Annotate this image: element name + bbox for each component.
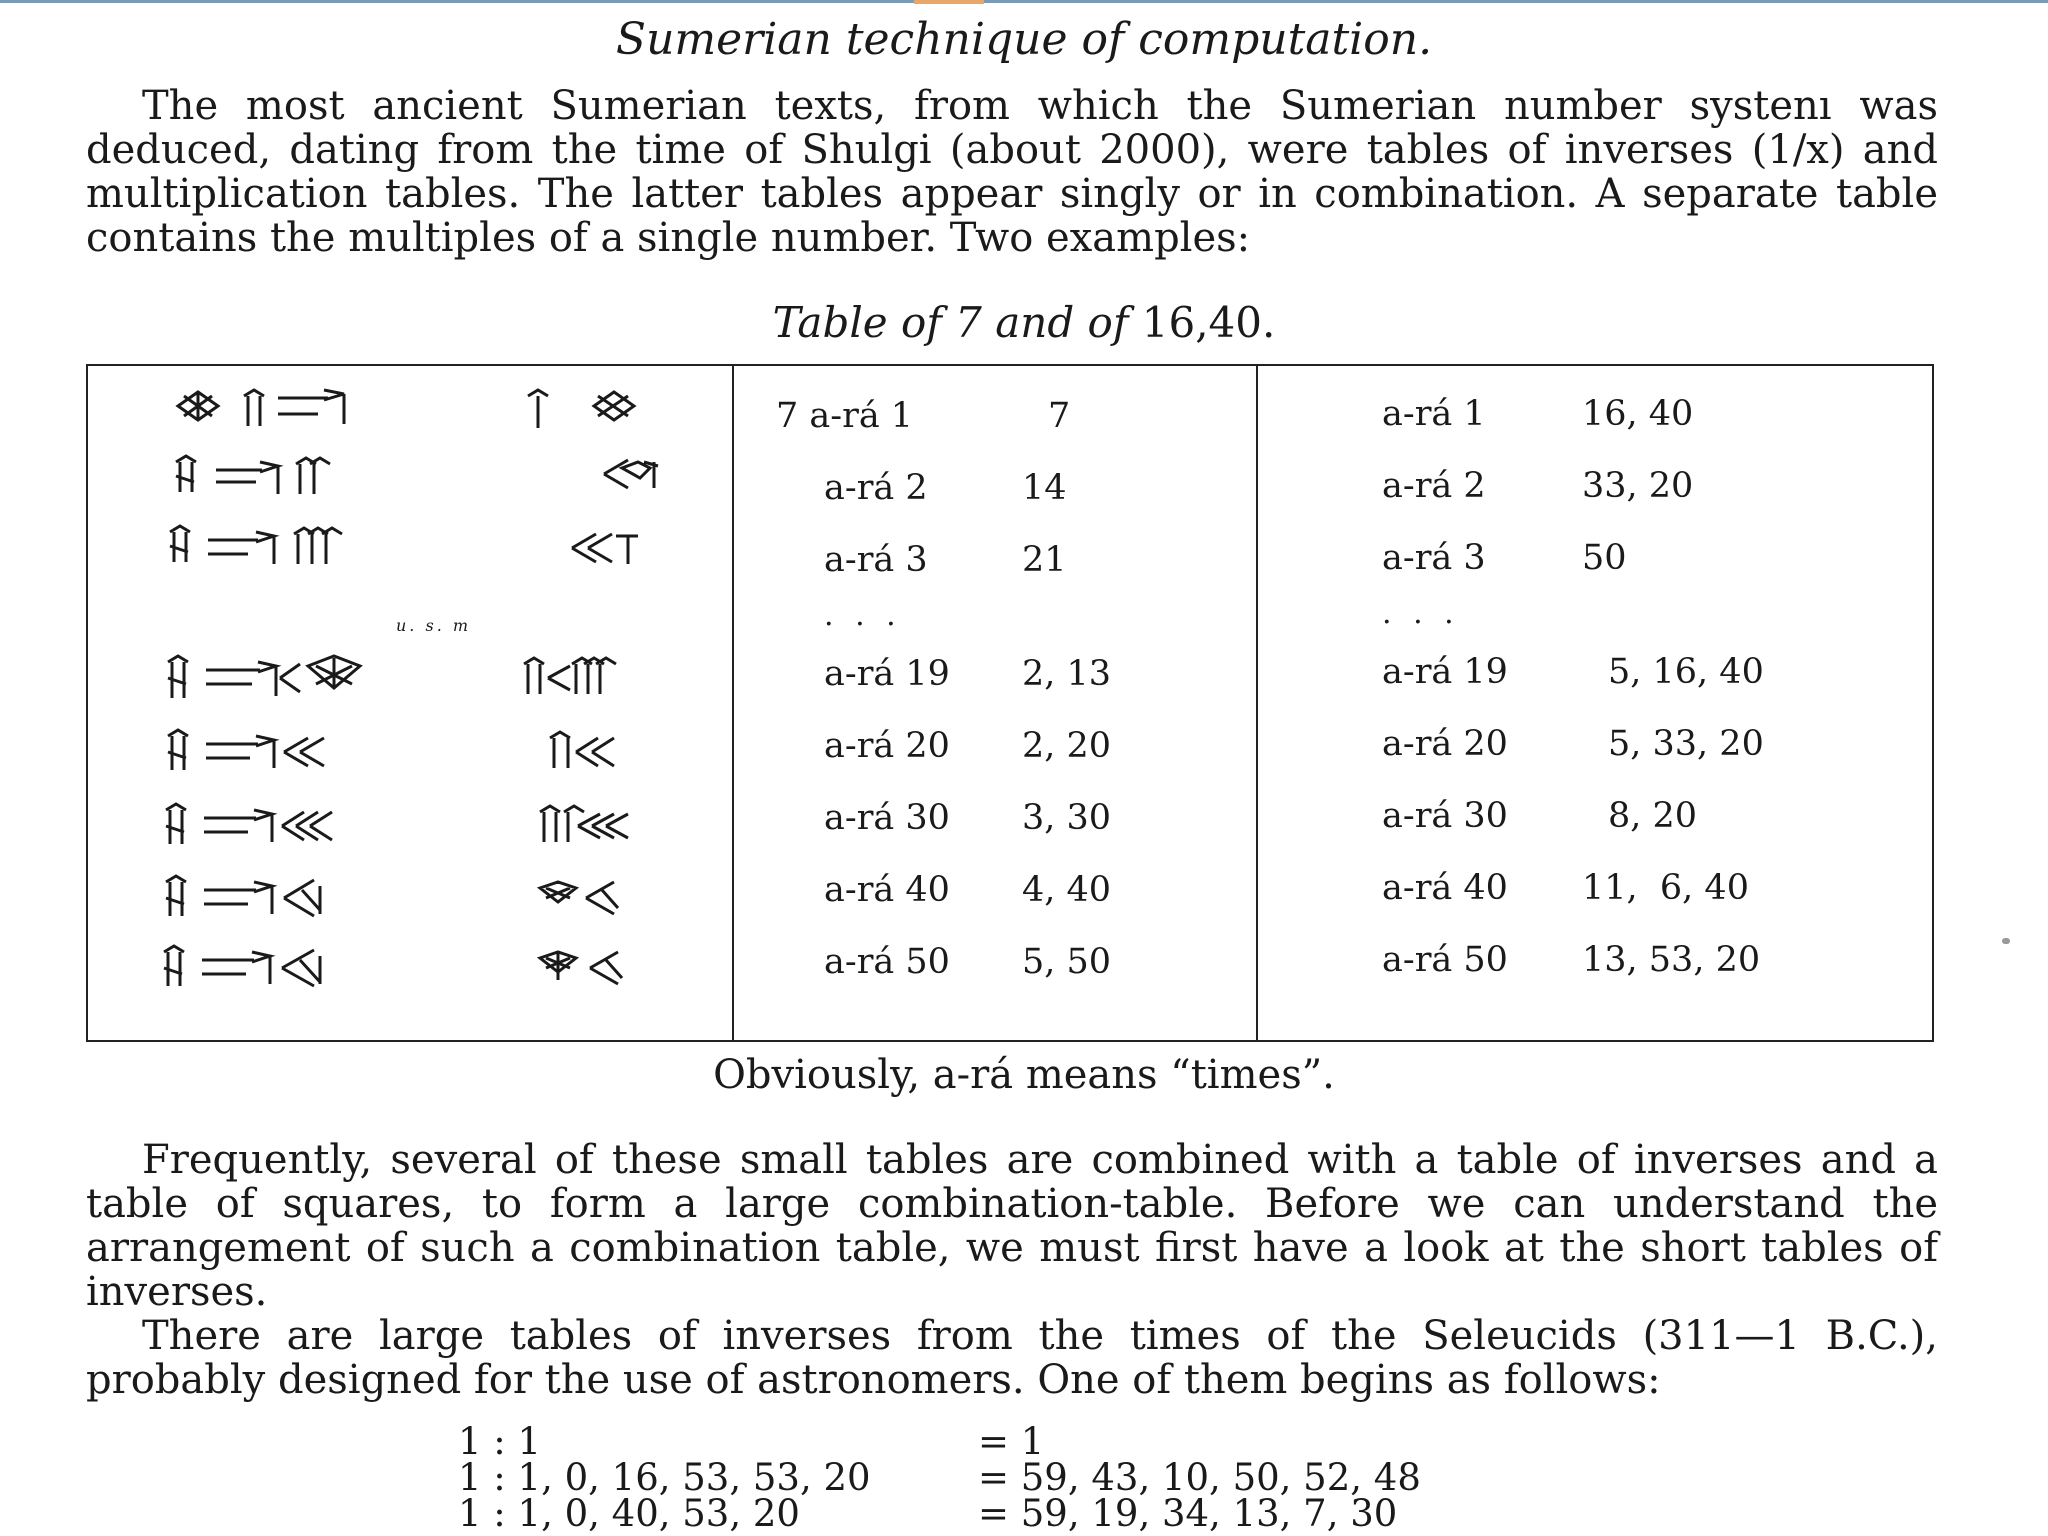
- seven-row-value: 2, 20: [1022, 726, 1112, 766]
- cuneiform-row: [168, 656, 616, 698]
- sixteen-row-label: a-rá 20: [1382, 724, 1508, 764]
- sixteen-row-value: 5, 16, 40: [1608, 652, 1764, 692]
- combination-paragraph: Frequently, several of these small tables are combined with a table of inverses and a table of squares, to form a large combination-table. Before we can understand the arrangement of such a combination table, we must first have a look at the short tables of inverses.: [86, 1137, 1938, 1315]
- column-divider-right: [1256, 366, 1258, 1040]
- seven-row-value: 14: [1022, 468, 1067, 508]
- sixteen-row-value: 5, 33, 20: [1608, 724, 1764, 764]
- sixteen-row-value: 16, 40: [1582, 394, 1694, 434]
- table-caption-number: 16,40.: [1141, 298, 1276, 347]
- sixteen-row-value: 8, 20: [1608, 796, 1698, 836]
- scribe-annotation: u. s. m: [396, 616, 472, 635]
- sixteen-row-value: 13, 53, 20: [1582, 940, 1761, 980]
- sixteen-row-label: a-rá 3: [1382, 538, 1486, 578]
- seven-row-value: 2, 13: [1022, 654, 1112, 694]
- top-accent-mark: [914, 0, 984, 4]
- inverse-row-right: = 59, 43, 10, 50, 52, 48: [978, 1456, 1421, 1499]
- inverse-row-left: 1 : 1, 0, 40, 53, 20: [458, 1492, 800, 1535]
- scan-artifact: [2002, 938, 2010, 944]
- cuneiform-row: [170, 526, 638, 564]
- intro-paragraph: The most ancient Sumerian texts, from which the Sumerian number systenı was deduced, dating from the time of Shulgi (about 2000), were tables of inverses (1/x) and multiplication tables. The latter tables appear singly or in combination. A separate table contains the multiples of a single number. Two examples:: [86, 83, 1938, 261]
- sixteen-row-label: a-rá 40: [1382, 868, 1508, 908]
- seven-row-value: 4, 40: [1022, 870, 1112, 910]
- seven-row-value: 3, 30: [1022, 798, 1112, 838]
- seven-row-label: a-rá 50: [824, 942, 950, 982]
- inverse-row-right: = 1: [978, 1420, 1045, 1463]
- seven-row-label: a-rá 2: [824, 468, 928, 508]
- cuneiform-row: [166, 876, 618, 916]
- cuneiform-row: [164, 946, 622, 986]
- sixteen-row-label: a-rá 19: [1382, 652, 1508, 692]
- sixteen-row-value: 33, 20: [1582, 466, 1694, 506]
- sixteen-row-label: a-rá 50: [1382, 940, 1508, 980]
- sixteen-row-label: a-rá 2: [1382, 466, 1486, 506]
- seven-row-value: 21: [1022, 540, 1067, 580]
- seleucid-paragraph: There are large tables of inverses from the times of the Seleucids (311—1 B.C.), probably designed for the use of astronomers. One of them begins as follows:: [86, 1313, 1938, 1403]
- sixteen-row-value: 50: [1582, 538, 1627, 578]
- seven-ellipsis: . . .: [824, 598, 902, 633]
- column-divider-left: [732, 366, 734, 1040]
- multiplication-table: [86, 364, 1934, 1042]
- seven-row-label: a-rá 30: [824, 798, 950, 838]
- inverse-row-left: 1 : 1, 0, 16, 53, 53, 20: [458, 1456, 871, 1499]
- page-heading: Sumerian technique of computation.: [615, 14, 1433, 65]
- sixteen-ellipsis: . . .: [1382, 596, 1460, 631]
- cuneiform-signs-icon: [88, 366, 728, 1040]
- cuneiform-row: [168, 730, 614, 770]
- seven-row-label: a-rá 40: [824, 870, 950, 910]
- sixteen-row-label: a-rá 1: [1382, 394, 1486, 434]
- seven-row-value: 7: [1048, 396, 1071, 436]
- seven-row-label: 7 a-rá 1: [776, 396, 914, 436]
- table-caption: [0, 298, 2048, 347]
- times-caption: Obviously, a-rá means “times”.: [713, 1052, 1335, 1098]
- cuneiform-row: [166, 804, 628, 844]
- seven-row-label: a-rá 19: [824, 654, 950, 694]
- seven-row-value: 5, 50: [1022, 942, 1112, 982]
- table-caption-prefix: Table of 7 and of: [772, 298, 1142, 347]
- cuneiform-row: [178, 390, 634, 428]
- inverse-row-left: 1 : 1: [458, 1420, 542, 1463]
- inverse-row-right: = 59, 19, 34, 13, 7, 30: [978, 1492, 1398, 1535]
- cuneiform-row: [176, 456, 658, 494]
- top-border: [0, 0, 2048, 3]
- sixteen-row-label: a-rá 30: [1382, 796, 1508, 836]
- seven-row-label: a-rá 3: [824, 540, 928, 580]
- seven-row-label: a-rá 20: [824, 726, 950, 766]
- sixteen-row-value: 11, 6, 40: [1582, 868, 1749, 908]
